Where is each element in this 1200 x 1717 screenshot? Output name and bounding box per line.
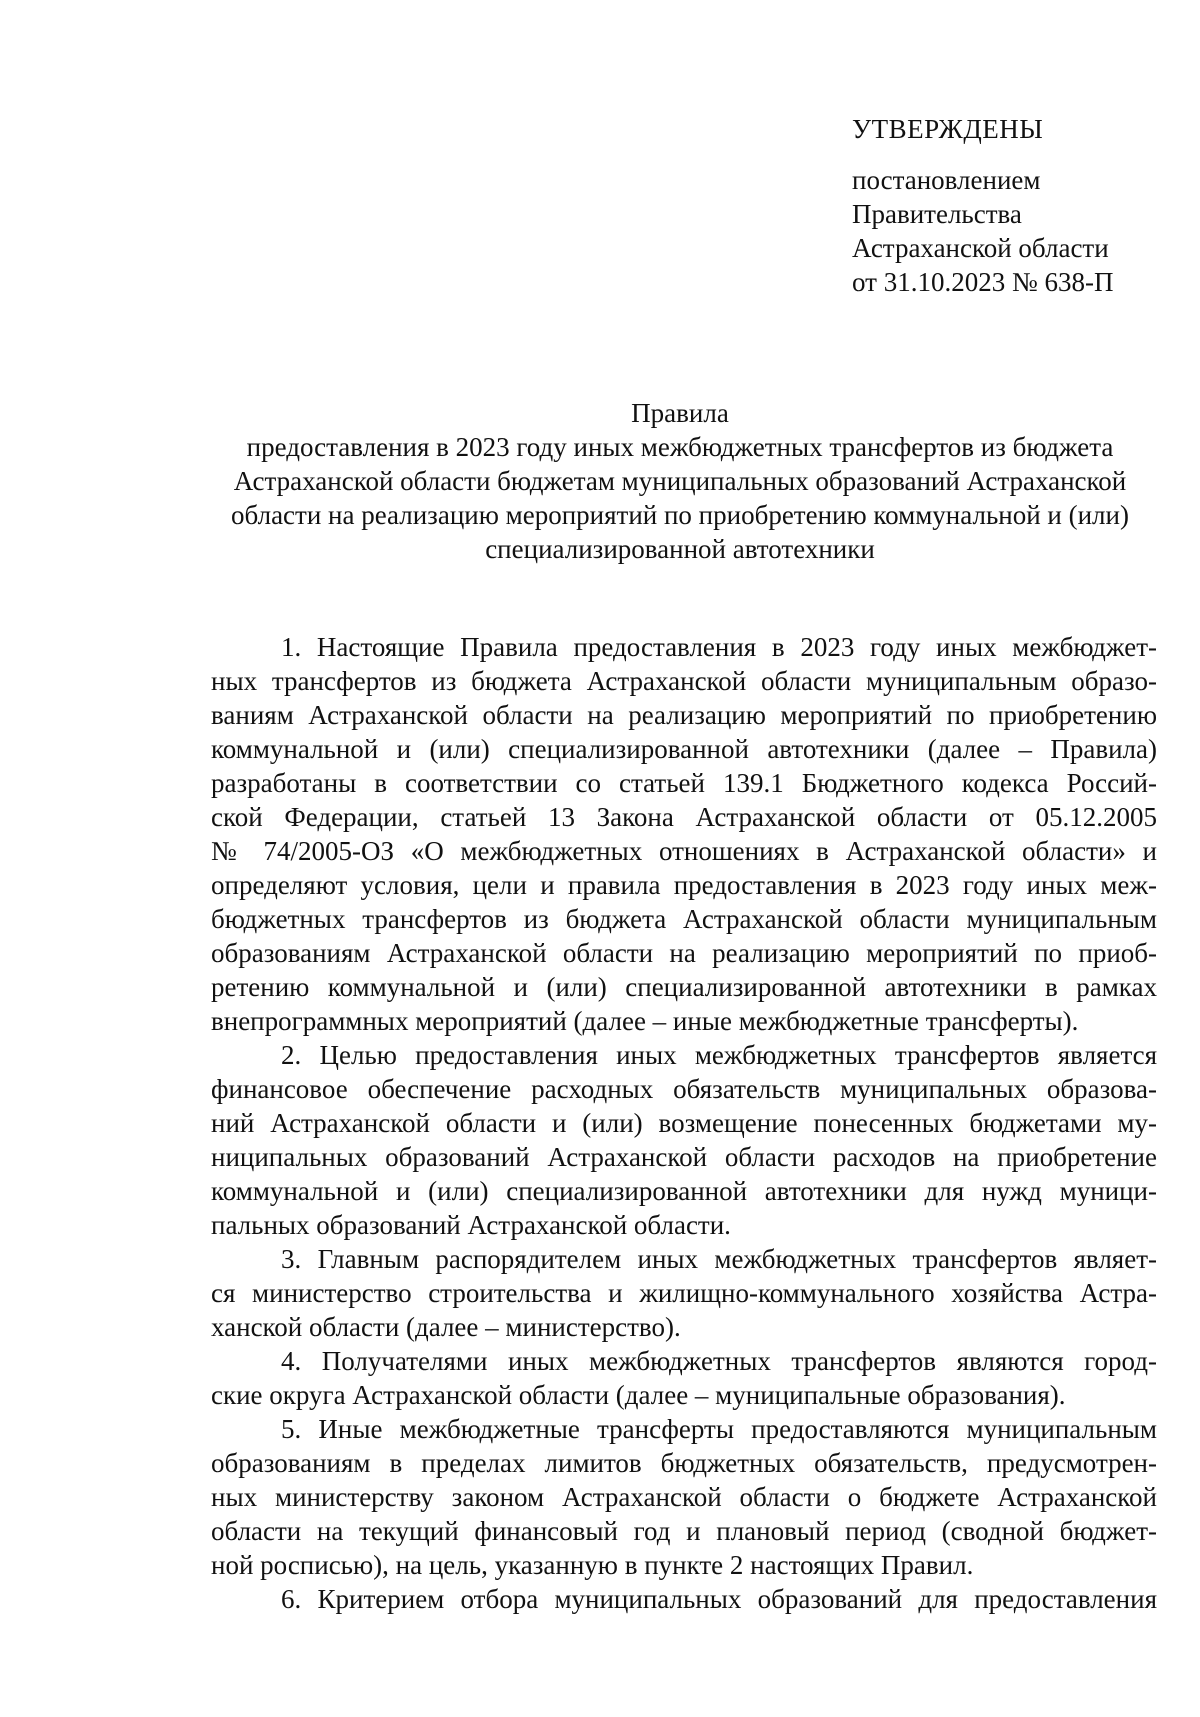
text-line: ных министерству законом Астраханской области о бюджете Астраханской xyxy=(211,1482,1157,1512)
text-line: образованиям Астраханской области на реализацию мероприятий по приоб- xyxy=(211,938,1157,968)
text-line: ний Астраханской области и (или) возмещение понесенных бюджетами му- xyxy=(211,1108,1157,1138)
text-line: ся министерство строительства и жилищно-коммунального хозяйства Астра- xyxy=(211,1278,1157,1308)
text-line: ской Федерации, статьей 13 Закона Астраханской области от 05.12.2005 xyxy=(211,802,1157,832)
approval-line: Правительства xyxy=(852,199,1022,229)
text-line: № 74/2005-ОЗ «О межбюджетных отношениях в Астраханской области» и xyxy=(211,836,1157,866)
text-line: ские округа Астраханской области (далее – муниципальные образования). xyxy=(211,1380,1066,1410)
text-line: бюджетных трансфертов из бюджета Астраханской области муниципальным xyxy=(211,904,1157,934)
paragraph-3 xyxy=(211,1242,1157,1344)
text-line: финансовое обеспечение расходных обязательств муниципальных образова- xyxy=(211,1074,1157,1104)
text-line: области на текущий финансовый год и плановый период (сводной бюджет- xyxy=(211,1516,1157,1546)
text-line: ных трансфертов из бюджета Астраханской области муниципальным образо- xyxy=(211,666,1157,696)
title-line: области на реализацию мероприятий по приобретению коммунальной и (или) xyxy=(231,500,1129,530)
text-line: пальных образований Астраханской области. xyxy=(211,1210,731,1240)
approval-line: от 31.10.2023 № 638-П xyxy=(852,267,1114,297)
text-line: 1. Настоящие Правила предоставления в 2023 году иных межбюджет- xyxy=(281,632,1157,662)
text-line: определяют условия, цели и правила предоставления в 2023 году иных меж- xyxy=(211,870,1157,900)
text-line: ной росписью), на цель, указанную в пункте 2 настоящих Правил. xyxy=(211,1550,974,1580)
document-title xyxy=(200,396,1160,566)
approval-line: постановлением xyxy=(852,165,1041,195)
paragraph-5 xyxy=(211,1412,1157,1582)
approval-stamp-block xyxy=(852,112,1182,299)
paragraph-1 xyxy=(211,630,1157,1038)
title-line: Правила xyxy=(631,398,729,428)
text-line: ваниям Астраханской области на реализацию мероприятий по приобретению xyxy=(211,700,1157,730)
text-line: разработаны в соответствии со статьей 139.1 Бюджетного кодекса Россий- xyxy=(211,768,1157,798)
approval-heading: УТВЕРЖДЕНЫ xyxy=(852,114,1044,144)
paragraph-4 xyxy=(211,1344,1157,1412)
document-body xyxy=(211,630,1157,1616)
title-line: предоставления в 2023 году иных межбюджетных трансфертов из бюджета xyxy=(246,432,1114,462)
text-line: ханской области (далее – министерство). xyxy=(211,1312,681,1342)
text-line: 6. Критерием отбора муниципальных образований для предоставления xyxy=(281,1584,1157,1614)
paragraph-2 xyxy=(211,1038,1157,1242)
text-line: 3. Главным распорядителем иных межбюджетных трансфертов являет- xyxy=(281,1244,1157,1274)
text-line: 4. Получателями иных межбюджетных трансфертов являются город- xyxy=(281,1346,1157,1376)
paragraph-6 xyxy=(211,1582,1157,1616)
text-line: коммунальной и (или) специализированной автотехники (далее – Правила) xyxy=(211,734,1157,764)
text-line: ретению коммунальной и (или) специализированной автотехники в рамках xyxy=(211,972,1157,1002)
text-line: ниципальных образований Астраханской области расходов на приобретение xyxy=(211,1142,1157,1172)
text-line: внепрограммных мероприятий (далее – иные межбюджетные трансферты). xyxy=(211,1006,1079,1036)
title-line: Астраханской области бюджетам муниципальных образований Астраханской xyxy=(233,466,1127,496)
text-line: 2. Целью предоставления иных межбюджетных трансфертов является xyxy=(281,1040,1157,1070)
title-line: специализированной автотехники xyxy=(485,534,875,564)
text-line: образованиям в пределах лимитов бюджетных обязательств, предусмотрен- xyxy=(211,1448,1157,1478)
text-line: 5. Иные межбюджетные трансферты предоставляются муниципальным xyxy=(281,1414,1157,1444)
text-line: коммунальной и (или) специализированной автотехники для нужд муници- xyxy=(211,1176,1157,1206)
approval-line: Астраханской области xyxy=(852,233,1109,263)
